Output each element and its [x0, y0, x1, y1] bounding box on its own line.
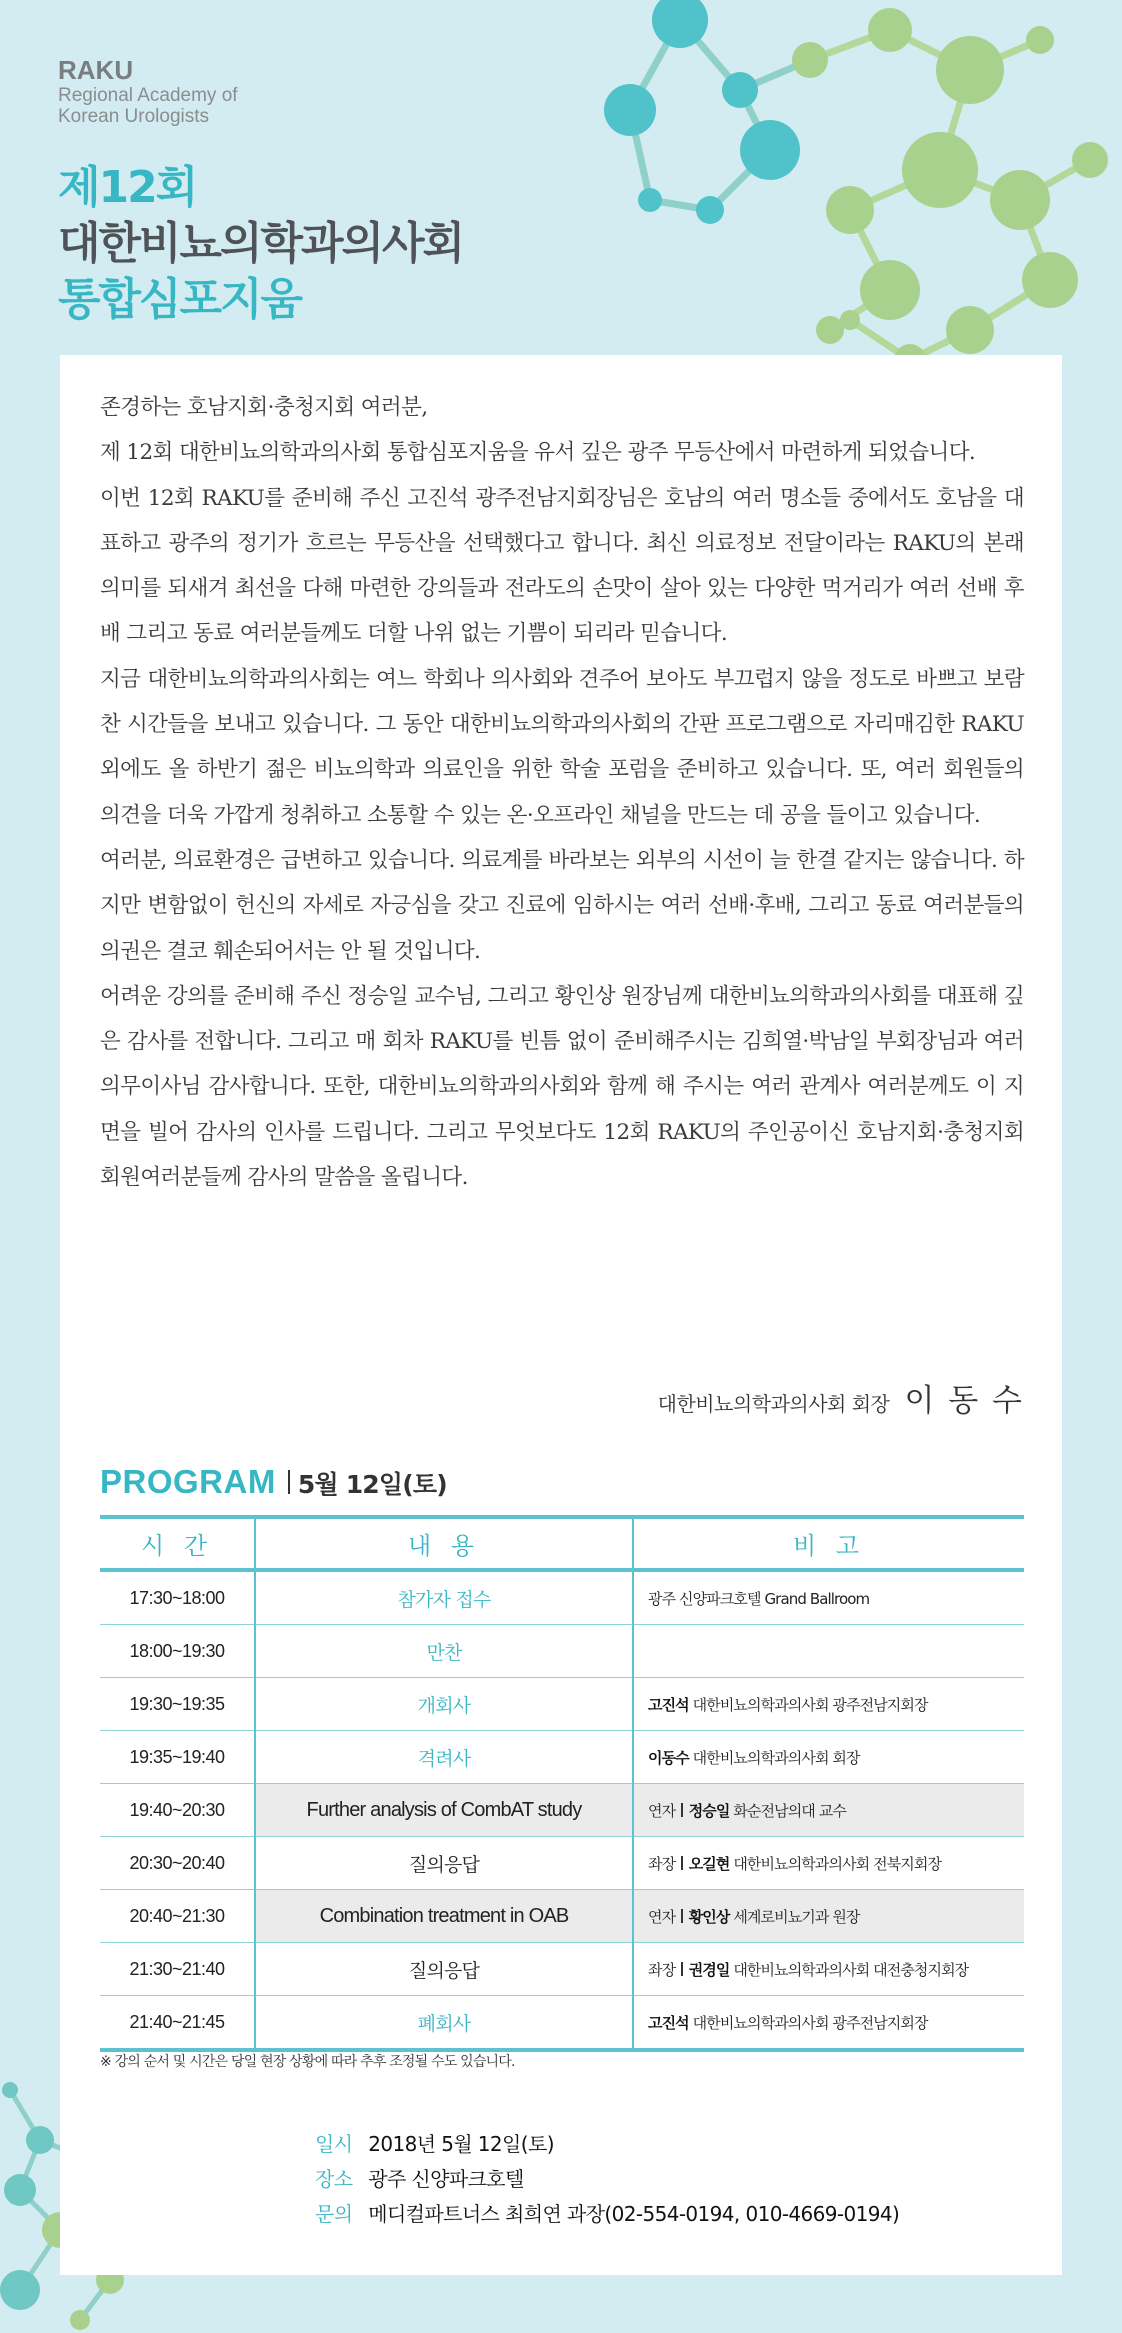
- signature-role: 대한비뇨의학과의사회 회장: [657, 1392, 890, 1416]
- note-divider: [681, 1856, 683, 1870]
- letter-paragraph: 여러분, 의료환경은 급변하고 있습니다. 의료계를 바라보는 외부의 시선이 늘 한결 같지는 않습니다. 하지만 변함없이 헌신의 자세로 자긍심을 갖고 진료에 임하시는 여러 선배·후배, 그리고 동료 여러분들의 의권은 결코 훼손되어서는 안 될 것입니다.: [100, 847, 1024, 964]
- title-association: 대한비뇨의학과의사회: [58, 218, 464, 269]
- table-row: [100, 1678, 1024, 1731]
- row-content: Further analysis of CombAT study: [255, 1784, 633, 1837]
- row-content: 질의응답: [255, 1837, 633, 1890]
- note-desc: 대한비뇨의학과의사회 광주전남지회장: [692, 1695, 928, 1714]
- table-row: [100, 1890, 1024, 1943]
- row-note: [633, 1625, 1024, 1678]
- row-content: 참가자 접수: [255, 1570, 633, 1625]
- program-divider: [288, 1470, 290, 1494]
- info-date: [315, 2127, 899, 2162]
- row-content: 격려사: [255, 1731, 633, 1784]
- org-logo: [58, 55, 238, 127]
- info-place-value: 광주 신양파크호텔: [368, 2167, 524, 2191]
- table-row: [100, 1943, 1024, 1996]
- row-time: 20:30~20:40: [100, 1837, 255, 1890]
- schedule-footnote: ※ 강의 순서 및 시간은 당일 현장 상황에 따라 추후 조정될 수도 있습니다.: [100, 2054, 515, 2070]
- note-desc: 대한비뇨의학과의사회 광주전남지회장: [692, 2013, 928, 2032]
- table-row: [100, 1784, 1024, 1837]
- title-edition: 제12회: [58, 162, 197, 213]
- row-note: [633, 1784, 1024, 1837]
- row-note: [633, 1996, 1024, 2051]
- table-row: [100, 1625, 1024, 1678]
- row-time: 20:40~21:30: [100, 1890, 255, 1943]
- note-name: 고진석: [648, 1695, 689, 1714]
- page-title: [58, 160, 463, 328]
- table-row: [100, 1996, 1024, 2051]
- org-name-line2: Korean Urologists: [58, 106, 210, 127]
- row-note: [633, 1570, 1024, 1625]
- row-content: 만찬: [255, 1625, 633, 1678]
- program-heading: [100, 1463, 447, 1501]
- note-role: 연자: [648, 1907, 676, 1926]
- table-row: [100, 1731, 1024, 1784]
- column-header-content: 내 용: [255, 1517, 633, 1570]
- column-header-note: 비 고: [633, 1517, 1024, 1570]
- row-note: [633, 1731, 1024, 1784]
- column-header-time: 시 간: [100, 1517, 255, 1570]
- note-divider: [681, 1909, 683, 1923]
- table-header-row: [100, 1517, 1024, 1570]
- row-time: 18:00~19:30: [100, 1625, 255, 1678]
- note-name: 고진석: [648, 2013, 689, 2032]
- table-row: [100, 1837, 1024, 1890]
- note-divider: [681, 1962, 683, 1976]
- info-date-label: 일시: [315, 2132, 353, 2156]
- letter-paragraph: 이번 12회 RAKU를 준비해 주신 고진석 광주전남지회장님은 호남의 여러 명소들 중에서도 호남을 대표하고 광주의 정기가 흐르는 무등산을 선택했다고 합니다. 최신 의료정보 전달이라는 RAKU의 본래 의미를 되새겨 최선을 다해 마련한 강의들과 전라도의 손맛이 살아 있는 다양한 먹거리가 여러 선배 후배 그리고 동료 여러분들께도 더할 나위 없는 기쁨이 되리라 믿습니다.: [100, 485, 1024, 647]
- content-card: [60, 355, 1062, 2275]
- row-time: 19:30~19:35: [100, 1678, 255, 1731]
- molecule-decoration-top: [590, 0, 1122, 390]
- row-content: 폐회사: [255, 1996, 633, 2051]
- note-role: 연자: [648, 1801, 676, 1820]
- row-time: 19:40~20:30: [100, 1784, 255, 1837]
- row-content: Combination treatment in OAB: [255, 1890, 633, 1943]
- letter-paragraph: 지금 대한비뇨의학과의사회는 여느 학회나 의사회와 견주어 보아도 부끄럽지 않을 정도로 바쁘고 보람찬 시간들을 보내고 있습니다. 그 동안 대한비뇨의학과의사회의 간판 프로그램으로 자리매김한 RAKU 외에도 올 하반기 젊은 비뇨의학과 의료인을 위한 학술 포럼을 준비하고 있습니다. 또, 여러 회원들의 의견을 더욱 가깝게 청취하고 소통할 수 있는 온·오프라인 채널을 만드는 데 공을 들이고 있습니다.: [100, 666, 1024, 828]
- letter-paragraph: 어려운 강의를 준비해 주신 정승일 교수님, 그리고 황인상 원장님께 대한비뇨의학과의사회를 대표해 깊은 감사를 전합니다. 그리고 매 회차 RAKU를 빈틈 없이 준비해주시는 김희열·박남일 부회장님과 여러 의무이사님 감사합니다. 또한, 대한비뇨의학과의사회와 함께 해 주시는 여러 관계사 여러분께도 이 지면을 빌어 감사의 인사를 드립니다. 그리고 무엇보다도 12회 RAKU의 주인공이신 호남지회·충청지회 회원여러분들께 감사의 말씀을 올립니다.: [100, 983, 1024, 1191]
- note-desc: 화순전남의대 교수: [733, 1801, 846, 1820]
- row-time: 21:40~21:45: [100, 1996, 255, 2051]
- info-place: [315, 2162, 899, 2197]
- letter-paragraph: 존경하는 호남지회·충청지회 여러분,: [100, 395, 428, 420]
- info-place-label: 장소: [315, 2167, 353, 2191]
- table-row: [100, 1570, 1024, 1625]
- title-event: 통합심포지움: [58, 274, 302, 325]
- letter-paragraph: 제 12회 대한비뇨의학과의사회 통합심포지움을 유서 깊은 광주 무등산에서 마련하게 되었습니다.: [100, 440, 976, 466]
- org-name-line1: Regional Academy of: [58, 85, 238, 106]
- info-date-value: 2018년 5월 12일(토): [368, 2132, 554, 2156]
- note-desc: 대한비뇨의학과의사회 회장: [692, 1748, 860, 1767]
- signature: [658, 1375, 1024, 1420]
- note-name: 권경일: [688, 1960, 730, 1979]
- program-date: 5월 12일(토): [297, 1470, 447, 1499]
- signature-name: 이 동 수: [904, 1383, 1024, 1419]
- note-name: 오길현: [688, 1854, 730, 1873]
- note-role: 좌장: [648, 1854, 676, 1873]
- row-time: 19:35~19:40: [100, 1731, 255, 1784]
- note-divider: [681, 1803, 683, 1817]
- info-contact: [315, 2197, 899, 2232]
- row-note: [633, 1837, 1024, 1890]
- row-content: 개회사: [255, 1678, 633, 1731]
- row-time: 21:30~21:40: [100, 1943, 255, 1996]
- note-name: 정승일: [688, 1801, 730, 1820]
- row-note: [633, 1890, 1024, 1943]
- note-role: 좌장: [648, 1960, 676, 1979]
- program-label: PROGRAM: [100, 1463, 276, 1500]
- note-desc: 대한비뇨의학과의사회 대전충청지회장: [733, 1960, 969, 1979]
- greeting-letter: [100, 385, 1024, 1200]
- info-contact-value: 메디컬파트너스 최희연 과장(02-554-0194, 010-4669-0194): [368, 2202, 900, 2226]
- note-desc: 세계로비뇨기과 원장: [733, 1907, 860, 1926]
- note-name: 황인상: [688, 1907, 730, 1926]
- program-table: [100, 1515, 1024, 2052]
- event-info: [315, 2127, 899, 2232]
- note-name: 이동수: [648, 1748, 689, 1767]
- org-abbreviation: RAKU: [58, 55, 134, 85]
- info-contact-label: 문의: [315, 2202, 353, 2226]
- row-content: 질의응답: [255, 1943, 633, 1996]
- row-note: [633, 1678, 1024, 1731]
- note-desc: 대한비뇨의학과의사회 전북지회장: [733, 1854, 942, 1873]
- row-note: [633, 1943, 1024, 1996]
- note-desc: 광주 신양파크호텔 Grand Ballroom: [648, 1589, 870, 1608]
- row-time: 17:30~18:00: [100, 1570, 255, 1625]
